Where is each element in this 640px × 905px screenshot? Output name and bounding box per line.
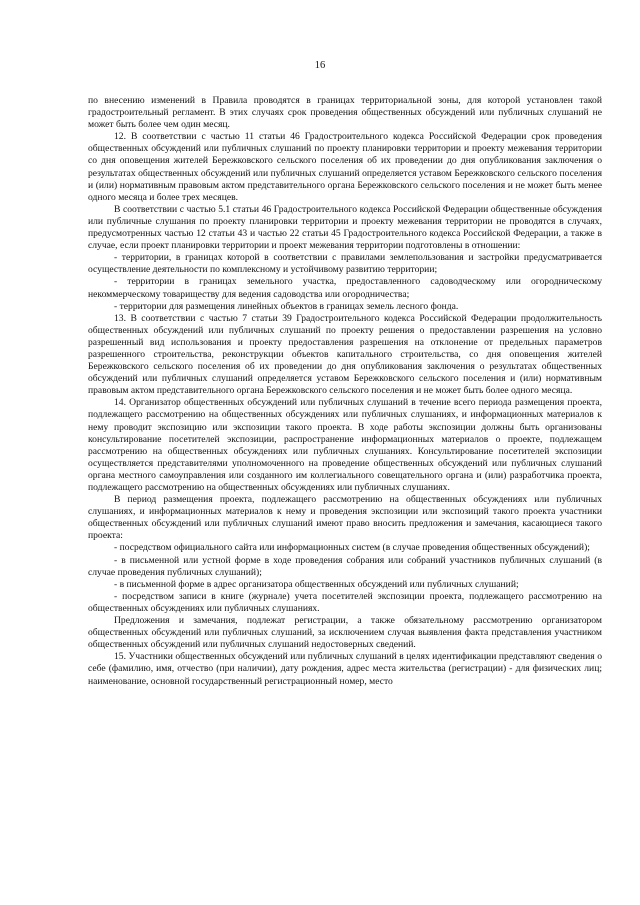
paragraph: В соответствии с частью 5.1 статьи 46 Градостроительного кодекса Российской Федерации общественные обсуждения или публичные слушания по проекту планировки территории и проекту межевания территории не проводятся в случаях, предусмотренных частью 12 статьи 43 и частью 22 статьи 45 Градостроительного кодекса Российской Федерации, а также в случае, если проект планировки территории и проект межевания территории подготовлены в отношении: bbox=[88, 203, 602, 252]
paragraph: - посредством официального сайта или информационных систем (в случае проведения общественных обсуждений); bbox=[114, 542, 590, 554]
paragraph: - в письменной или устной форме в ходе проведения собрания или собраний участников публичных слушаний (в случае проведения публичных слушаний); bbox=[88, 554, 602, 578]
paragraph: - посредством записи в книге (журнале) учета посетителей экспозиции проекта, подлежащего рассмотрению на общественных обсуждениях или публичных слушаниях. bbox=[88, 590, 602, 614]
page-number: 16 bbox=[314, 60, 326, 71]
paragraph: Предложения и замечания, подлежат регистрации, а также обязательному рассмотрению организатором общественных обсуждений или публичных слушаний, за исключением случая выявления факта представления участником общественных обсуждений или публичных слушаний недостоверных сведений. bbox=[88, 615, 602, 651]
paragraph: 15. Участники общественных обсуждений или публичных слушаний в целях идентификации представляют сведения о себе (фамилию, имя, отчество (при наличии), дату рождения, адрес места жительства (регистрации) - для физических лиц; наименование, основной государственный регистрационный номер, место bbox=[88, 651, 602, 687]
paragraph: - территории в границах земельного участка, предоставленного садоводческому или огородническому некоммерческому товариществу для ведения садоводства или огородничества; bbox=[88, 276, 602, 300]
paragraph: 13. В соответствии с частью 7 статьи 39 Градостроительного кодекса Российской Федерации продолжительность общественных обсуждений или публичных слушаний по проекту решения о предоставлении разрешения на условно разрешенный вид использования и проекту предоставления разрешения на отклонение от предельных параметров разрешенного строительства, реконструкции объектов капитального строительства, со дня оповещения жителей Бережковского сельского поселения об их проведении до дня опубликования заключения о результатах общественных обсуждений или публичных слушаний определяется уставом Бережковского сельского поселения и (или) нормативным правовым актом представительного органа Бережковского сельского поселения и не может быть более одного месяца. bbox=[88, 312, 602, 397]
paragraph: - территории для размещения линейных объектов в границах земель лесного фонда. bbox=[114, 300, 459, 312]
paragraph: 14. Организатор общественных обсуждений или публичных слушаний в течение всего периода размещения проекта, подлежащего рассмотрению на общественных обсуждениях или публичных слушаниях, и информационных материалов к нему проводит экспозицию или экспозиции такого проекта. В ходе работы экспозиции должны быть организованы консультирование посетителей экспозиции, распространение информационных материалов о проекте, подлежащем рассмотрению на общественных обсуждениях или публичных слушаниях. Консультирование посетителей экспозиции осуществляется представителями уполномоченного на проведение общественных обсуждений или публичных слушаний органа местного самоуправления или созданного им коллегиального совещательного органа и (или) разработчика проекта, подлежащего рассмотрению на общественных обсуждениях или публичных слушаниях. bbox=[88, 397, 602, 493]
document-body bbox=[88, 95, 602, 688]
paragraph: В период размещения проекта, подлежащего рассмотрению на общественных обсуждениях или публичных слушаниях, и информационных материалов к нему и проведения экспозиции или экспозиций такого проекта участники общественных обсуждений или публичных слушаний имеют право вносить предложения и замечания, касающиеся такого проекта: bbox=[88, 494, 602, 542]
paragraph: по внесению изменений в Правила проводятся в границах территориальной зоны, для которой установлен такой градостроительный регламент. В этих случаях срок проведения общественных обсуждений или публичных слушаний не может быть более чем один месяц. bbox=[88, 95, 602, 131]
paragraph: - в письменной форме в адрес организатора общественных обсуждений или публичных слушаний; bbox=[114, 578, 519, 590]
paragraph: - территории, в границах которой в соответствии с правилами землепользования и застройки предусматривается осуществление деятельности по комплексному и устойчивому развитию территории; bbox=[88, 252, 602, 276]
paragraph: 12. В соответствии с частью 11 статьи 46 Градостроительного кодекса Российской Федерации срок проведения общественных обсуждений или публичных слушаний по проекту планировки территории и проекту межевания территории со дня оповещения жителей Бережковского сельского поселения об их проведении до дня опубликования заключения о результатах общественных обсуждений или публичных слушаний определяется уставом Бережковского сельского поселения и (или) нормативным правовым актом представительного органа Бережковского сельского поселения и не может быть менее одного месяца и более трех месяцев. bbox=[88, 131, 602, 203]
